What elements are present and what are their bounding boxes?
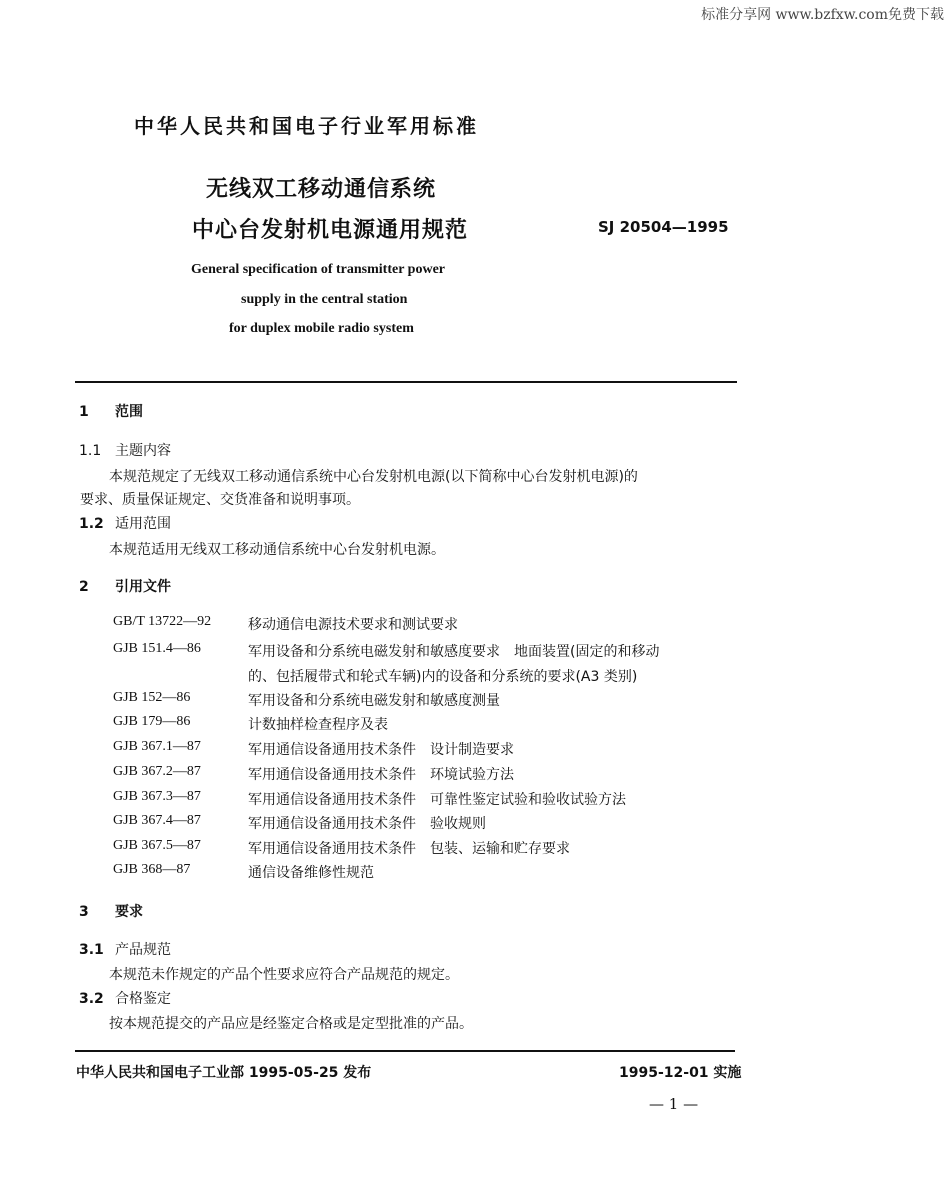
reference-title: 军用通信设备通用技术条件 包装、运输和贮存要求 xyxy=(248,841,570,857)
watermark: 标准分享网 www.bzfxw.com免费下载 xyxy=(701,7,944,23)
issue-info: 中华人民共和国电子工业部 1995-05-25 发布 xyxy=(76,1065,372,1081)
standard-number: SJ 20504—1995 xyxy=(598,218,729,236)
section-1-1-paragraph-line-1: 本规范规定了无线双工移动通信系统中心台发射机电源(以下简称中心台发射机电源)的 xyxy=(109,469,638,485)
reference-title: 军用通信设备通用技术条件 验收规则 xyxy=(248,816,486,832)
reference-title: 计数抽样检查程序及表 xyxy=(248,717,388,733)
header-divider xyxy=(75,381,737,383)
section-1-1-heading xyxy=(79,440,171,460)
reference-title: 军用设备和分系统电磁发射和敏感度测量 xyxy=(248,693,500,709)
section-3-1-paragraph: 本规范未作规定的产品个性要求应符合产品规范的规定。 xyxy=(109,967,459,983)
reference-code: GJB 151.4—86 xyxy=(113,641,201,656)
page-number: — 1 — xyxy=(649,1095,699,1113)
section-3-1-heading xyxy=(79,939,171,959)
reference-code: GJB 367.5—87 xyxy=(113,838,201,853)
section-title: 合格鉴定 xyxy=(115,991,171,1007)
reference-title: 军用通信设备通用技术条件 环境试验方法 xyxy=(248,767,514,783)
reference-title: 军用设备和分系统电磁发射和敏感度要求 地面装置(固定的和移动 xyxy=(248,644,660,660)
section-title: 产品规范 xyxy=(115,942,171,958)
reference-code: GJB 367.4—87 xyxy=(113,813,201,828)
footer-divider xyxy=(75,1050,735,1052)
section-2-heading xyxy=(79,576,171,596)
section-number: 1.1 xyxy=(79,443,102,459)
section-title: 要求 xyxy=(115,904,143,920)
english-title-line-1: General specification of transmitter power xyxy=(191,262,446,277)
section-title: 引用文件 xyxy=(115,579,171,595)
effective-date: 1995-12-01 实施 xyxy=(619,1065,742,1081)
reference-title: 军用通信设备通用技术条件 设计制造要求 xyxy=(248,742,514,758)
section-number: 3.2 xyxy=(79,991,104,1007)
section-title: 主题内容 xyxy=(115,443,171,459)
reference-code: GJB 179—86 xyxy=(113,714,191,729)
reference-title: 移动通信电源技术要求和测试要求 xyxy=(248,617,458,633)
reference-code: GJB 368—87 xyxy=(113,862,191,877)
reference-code: GJB 152—86 xyxy=(113,690,191,705)
title-line-1: 无线双工移动通信系统 xyxy=(206,177,437,202)
section-number: 1 xyxy=(79,404,89,420)
english-title-line-2: supply in the central station xyxy=(241,292,408,307)
section-1-heading xyxy=(79,401,143,421)
section-number: 1.2 xyxy=(79,516,104,532)
reference-title: 通信设备维修性规范 xyxy=(248,865,374,881)
section-title: 适用范围 xyxy=(115,516,171,532)
title-line-2: 中心台发射机电源通用规范 xyxy=(192,218,469,243)
section-1-1-paragraph-line-2: 要求、质量保证规定、交货准备和说明事项。 xyxy=(80,492,360,508)
english-title-line-3: for duplex mobile radio system xyxy=(229,321,414,336)
section-number: 2 xyxy=(79,579,89,595)
reference-code: GJB 367.2—87 xyxy=(113,764,201,779)
section-number: 3.1 xyxy=(79,942,104,958)
reference-code: GJB 367.3—87 xyxy=(113,789,201,804)
section-title: 范围 xyxy=(115,404,143,420)
section-1-2-paragraph: 本规范适用无线双工移动通信系统中心台发射机电源。 xyxy=(109,542,445,558)
reference-title: 军用通信设备通用技术条件 可靠性鉴定试验和验收试验方法 xyxy=(248,792,626,808)
section-3-heading xyxy=(79,901,143,921)
reference-code: GJB 367.1—87 xyxy=(113,739,201,754)
section-number: 3 xyxy=(79,904,89,920)
reference-title-continuation: 的、包括履带式和轮式车辆)内的设备和分系统的要求(A3 类别) xyxy=(248,669,638,685)
section-1-2-heading xyxy=(79,513,171,533)
section-3-2-paragraph: 按本规范提交的产品应是经鉴定合格或是定型批准的产品。 xyxy=(109,1016,473,1032)
standard-header: 中华人民共和国电子行业军用标准 xyxy=(134,114,479,138)
section-3-2-heading xyxy=(79,988,171,1008)
reference-code: GB/T 13722—92 xyxy=(113,614,212,629)
